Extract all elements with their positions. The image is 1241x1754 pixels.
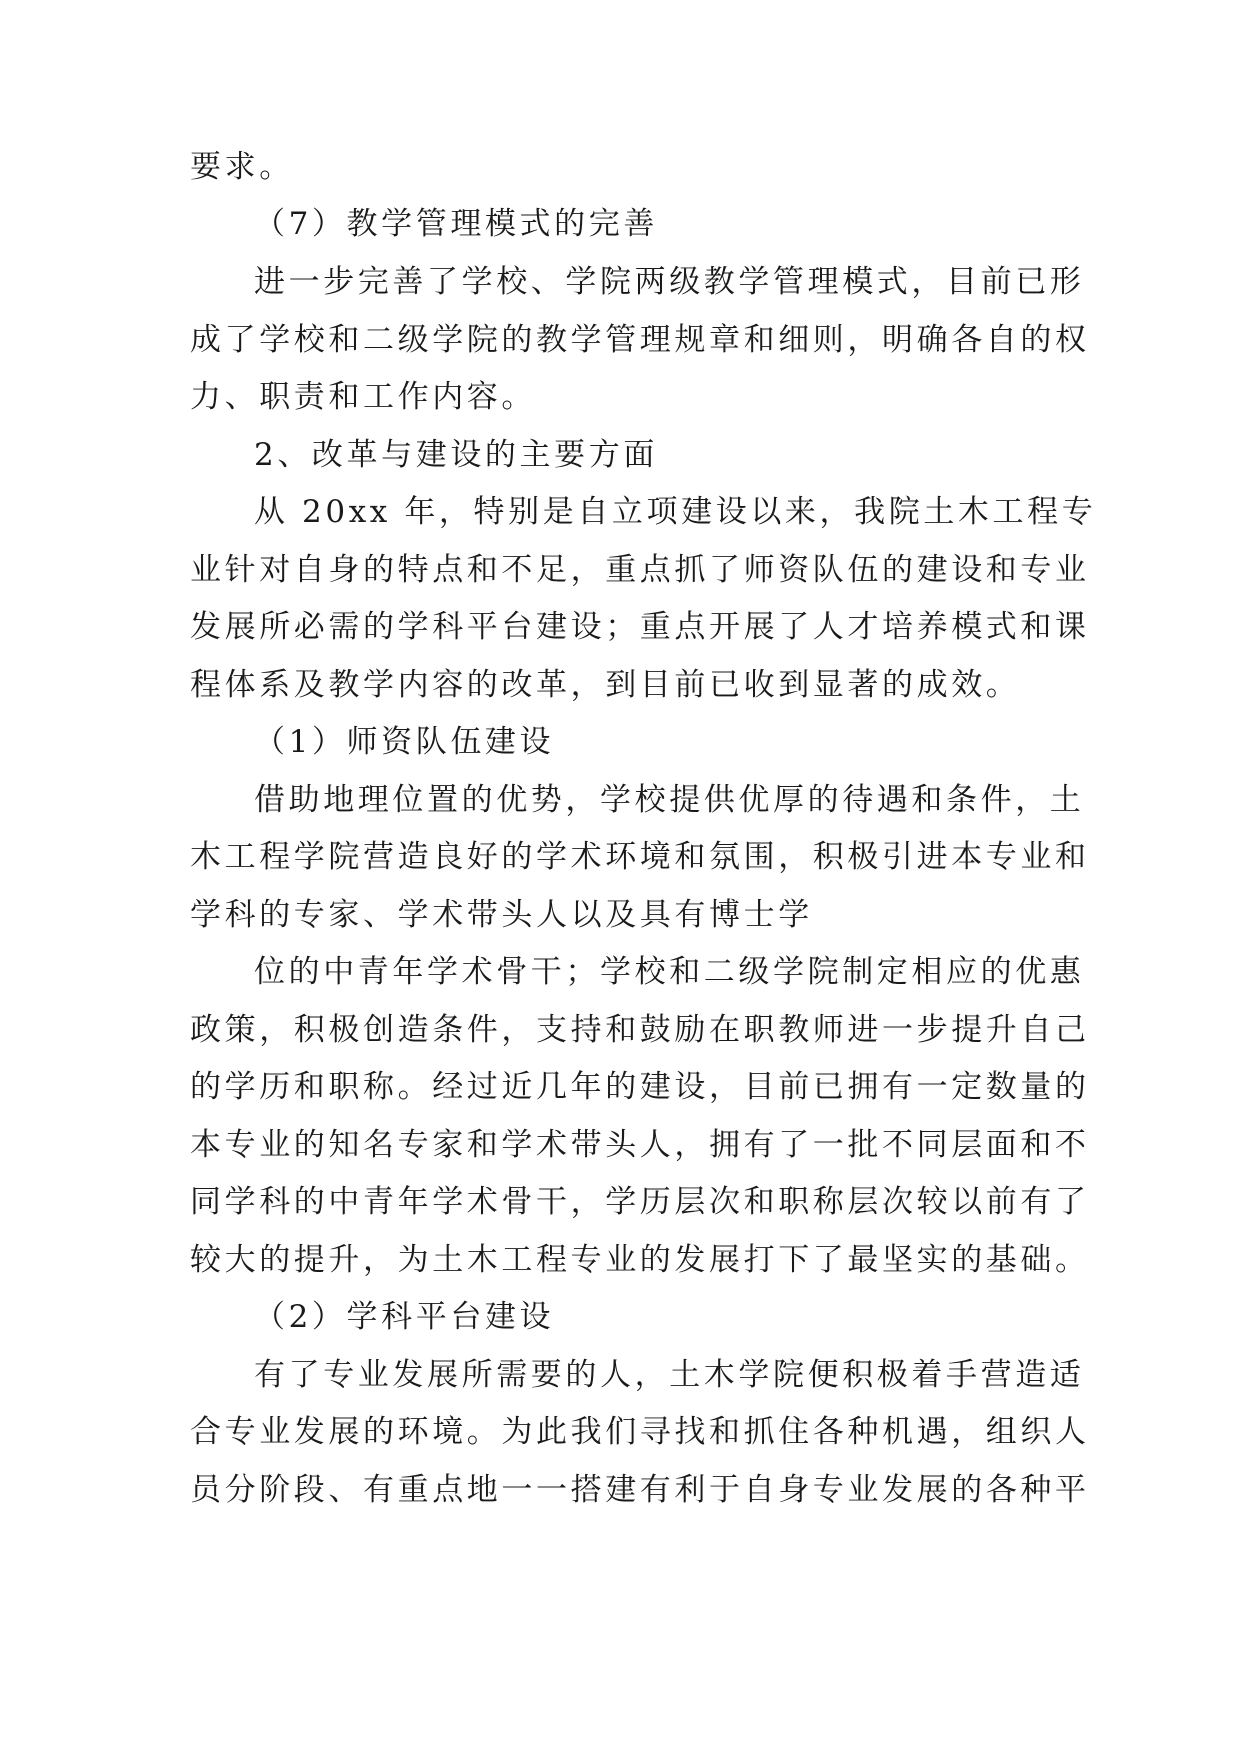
text-line: 成了学校和二级学院的教学管理规章和细则，明确各自的权 xyxy=(190,322,1090,358)
text-line: 同学科的中青年学术骨干，学历层次和职称层次较以前有了 xyxy=(190,1184,1090,1220)
text-line: 的学历和职称。经过近几年的建设，目前已拥有一定数量的 xyxy=(190,1069,1090,1105)
text-line: 进一步完善了学校、学院两级教学管理模式，目前已形 xyxy=(254,264,1085,300)
text-line: 位的中青年学术骨干；学校和二级学院制定相应的优惠 xyxy=(254,954,1085,990)
text-line: 力、职责和工作内容。 xyxy=(190,379,536,415)
text-line: 程体系及教学内容的改革，到目前已收到显著的成效。 xyxy=(190,667,1021,703)
text-line: 要求。 xyxy=(190,149,294,185)
section-heading: （1）师资队伍建设 xyxy=(254,724,555,760)
text-line: 较大的提升，为土木工程专业的发展打下了最坚实的基础。 xyxy=(190,1242,1090,1278)
text-line: 合专业发展的环境。为此我们寻找和抓住各种机遇，组织人 xyxy=(190,1414,1090,1450)
text-line: 从 20xx 年，特别是自立项建设以来，我院土木工程专 xyxy=(254,494,1097,530)
section-heading: （2）学科平台建设 xyxy=(254,1299,555,1335)
text-line: 业针对自身的特点和不足，重点抓了师资队伍的建设和专业 xyxy=(190,552,1090,588)
text-line: 本专业的知名专家和学术带头人，拥有了一批不同层面和不 xyxy=(190,1127,1090,1163)
text-line: 有了专业发展所需要的人，土木学院便积极着手营造适 xyxy=(254,1357,1085,1393)
section-heading: 2、改革与建设的主要方面 xyxy=(254,437,658,473)
text-line: 借助地理位置的优势，学校提供优厚的待遇和条件，土 xyxy=(254,782,1085,818)
section-heading: （7）教学管理模式的完善 xyxy=(254,206,658,242)
text-line: 员分阶段、有重点地一一搭建有利于自身专业发展的各种平 xyxy=(190,1472,1090,1508)
text-line: 政策，积极创造条件，支持和鼓励在职教师进一步提升自己 xyxy=(190,1012,1090,1048)
text-line: 发展所必需的学科平台建设；重点开展了人才培养模式和课 xyxy=(190,609,1090,645)
text-line: 学科的专家、学术带头人以及具有博士学 xyxy=(190,897,813,933)
text-line: 木工程学院营造良好的学术环境和氛围，积极引进本专业和 xyxy=(190,839,1090,875)
